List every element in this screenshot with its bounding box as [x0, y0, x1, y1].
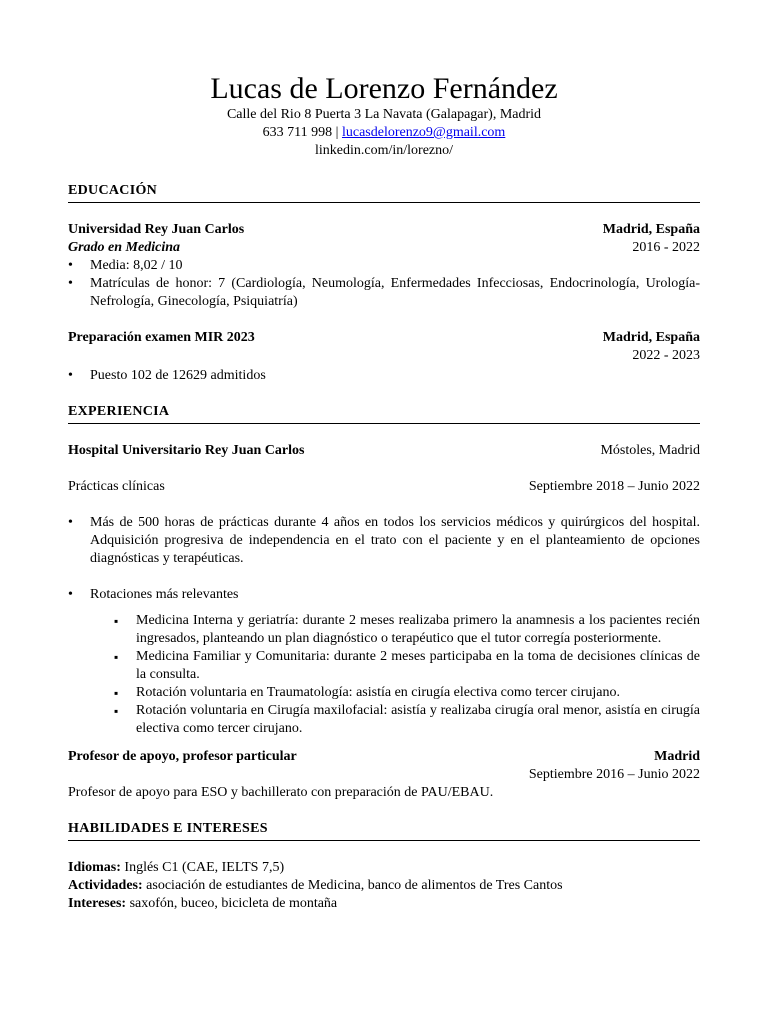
skills-interests	[68, 895, 700, 913]
email-link[interactable]: lucasdelorenzo9@gmail.com	[341, 125, 506, 140]
experience-tutor-location: Madrid	[654, 749, 700, 764]
candidate-name: Lucas de Lorenzo Fernández	[210, 72, 558, 105]
skills-activities-value: asociación de estudiantes de Medicina, banco de alimentos de Tres Cantos	[146, 878, 563, 893]
experience-hospital-role: Prácticas clínicas	[68, 479, 165, 494]
experience-hospital-institution: Hospital Universitario Rey Juan Carlos	[68, 443, 305, 458]
resume-page	[68, 0, 700, 913]
education-urjc-dates: 2016 - 2022	[632, 240, 700, 255]
list-item: • Media: 8,02 / 10	[68, 257, 700, 275]
experience-tutor-header	[68, 748, 700, 766]
education-mir-dates-row	[68, 347, 700, 365]
education-urjc-header	[68, 221, 700, 239]
experience-tutor-role: Profesor de apoyo, profesor particular	[68, 749, 297, 764]
education-urjc-bullets	[68, 257, 700, 311]
skills-activities	[68, 877, 700, 895]
experience-rotations-list	[114, 612, 700, 738]
education-mir-institution: Preparación examen MIR 2023	[68, 330, 255, 345]
skills-activities-label: Actividades:	[68, 878, 143, 893]
education-urjc-degree-row	[68, 239, 700, 257]
skills-languages	[68, 859, 700, 877]
skills-languages-label: Idiomas:	[68, 860, 121, 875]
experience-tutor-dates: Septiembre 2016 – Junio 2022	[528, 767, 700, 782]
education-mir-header	[68, 329, 700, 347]
section-education-title: EDUCACIÓN	[68, 182, 700, 203]
list-item: • Matrículas de honor: 7 (Cardiología, Neumología, Enfermedades Infecciosas, Endocrinología, Urología-Nefrología, Ginecología, Psiquiatría)	[68, 275, 700, 311]
list-item: ▪ Medicina Interna y geriatría: durante 2 meses realizaba primero la anamnesis a los pacientes recién ingresados, planteando un plan diagnóstico o terapéutico que el tutor corregía posteriormente.	[114, 612, 700, 648]
education-mir-bullets	[68, 367, 700, 385]
contact-address: Calle del Rio 8 Puerta 3 La Navata (Galapagar), Madrid	[226, 107, 542, 122]
experience-hospital-role-row	[68, 478, 700, 496]
section-skills-title: HABILIDADES E INTERESES	[68, 820, 700, 841]
education-mir-dates: 2022 - 2023	[632, 348, 700, 363]
experience-hospital-header	[68, 442, 700, 460]
experience-hospital-bullets	[68, 514, 700, 604]
list-item: • Rotaciones más relevantes	[68, 586, 700, 604]
contact-linkedin: linkedin.com/in/lorezno/	[314, 143, 454, 158]
list-item: • Más de 500 horas de prácticas durante 4 años en todos los servicios médicos y quirúrgicos del hospital. Adquisición progresiva de independencia en el trato con el paciente y en el planteamiento de opciones diagnósticas y terapéuticas.	[68, 514, 700, 568]
contact-phone: 633 711 998 |	[262, 125, 339, 140]
skills-interests-label: Intereses:	[68, 896, 127, 911]
skills-interests-value: saxofón, buceo, bicicleta de montaña	[129, 896, 338, 911]
education-urjc-location: Madrid, España	[602, 222, 700, 237]
experience-tutor-description: Profesor de apoyo para ESO y bachillerato con preparación de PAU/EBAU.	[68, 785, 494, 800]
experience-tutor-dates-row	[68, 766, 700, 784]
education-urjc-degree: Grado en Medicina	[68, 240, 180, 255]
skills-languages-value: Inglés C1 (CAE, IELTS 7,5)	[124, 860, 285, 875]
education-urjc-institution: Universidad Rey Juan Carlos	[68, 222, 245, 237]
experience-hospital-dates: Septiembre 2018 – Junio 2022	[528, 479, 700, 494]
list-item: ▪ Rotación voluntaria en Cirugía maxilofacial: asistía y realizaba cirugía oral menor, asistía en cirugía electiva como tercer cirujano.	[114, 702, 700, 738]
experience-hospital-location: Móstoles, Madrid	[600, 443, 700, 458]
list-item: ▪ Rotación voluntaria en Traumatología: asistía en cirugía electiva como tercer cirujano.	[114, 684, 700, 702]
education-mir-location: Madrid, España	[602, 330, 700, 345]
contact-phone-email	[68, 124, 700, 142]
section-experience-title: EXPERIENCIA	[68, 403, 700, 424]
list-item: • Puesto 102 de 12629 admitidos	[68, 367, 700, 385]
list-item: ▪ Medicina Familiar y Comunitaria: durante 2 meses participaba en la toma de decisiones clínicas de la consulta.	[114, 648, 700, 684]
